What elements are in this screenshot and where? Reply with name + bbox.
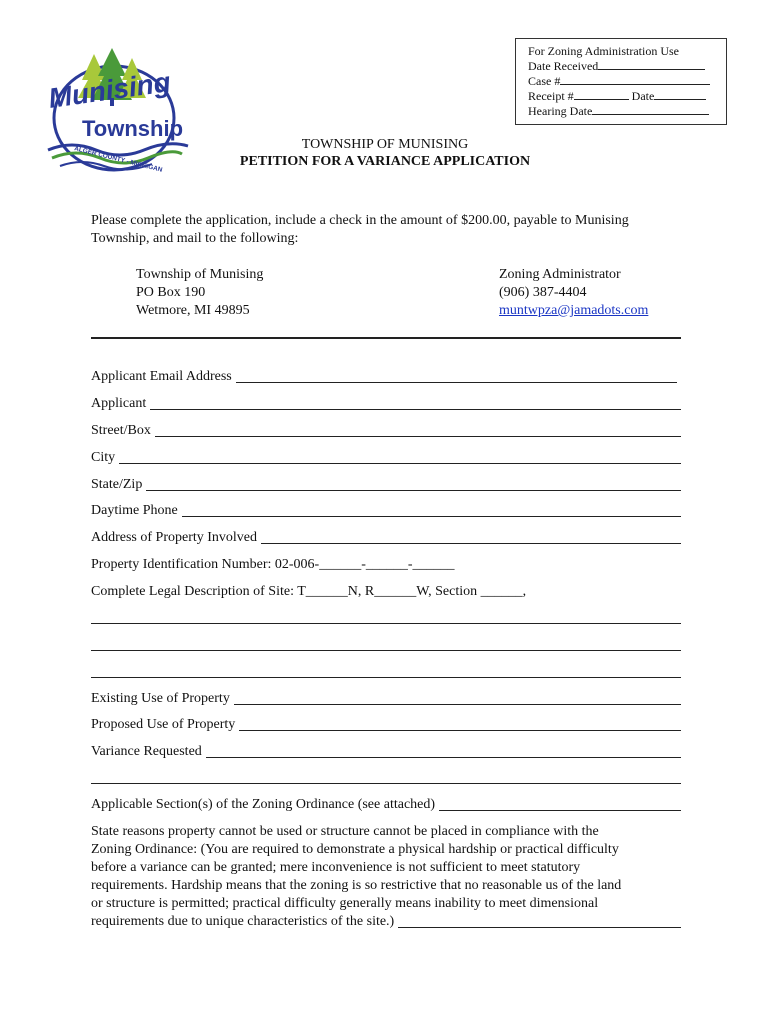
receipt-date-line[interactable] [654,89,706,100]
contact-title: Zoning Administrator [499,267,621,282]
mail-city: Wetmore, MI 49895 [136,303,250,318]
case-row [528,74,710,88]
case-line[interactable] [560,74,710,85]
date-received-row [528,59,705,73]
city-field[interactable] [91,463,681,464]
reasons-line-2: Zoning Ordinance: (You are required to demonstrate a physical hardship or practical difficulty [91,842,619,857]
reasons-line-4: requirements. Hardship means that the zoning is so restrictive that no reasonable us of the land [91,878,622,893]
sections-label: Applicable Section(s) of the Zoning Ordinance (see attached) [91,796,439,813]
phone-label: Daytime Phone [91,502,182,519]
reasons-line-5: or structure is permitted; practical difficulty generally means inability to meet dimensional [91,896,599,911]
logo-township-text: Township [82,116,184,141]
logo-munising-text: Munising [46,66,173,114]
variance-label: Variance Requested [91,743,206,760]
applicant-field[interactable] [91,409,681,410]
hearing-date-line[interactable] [592,104,709,115]
legal-description-line-3[interactable] [91,677,681,678]
contact-phone: (906) 387-4404 [499,285,587,300]
email-label: Applicant Email Address [91,368,236,385]
receipt-date-label: Date [631,89,655,103]
reasons-line-3: before a variance can be granted; mere inconvenience is not sufficient to meet statutory [91,860,581,875]
receipt-line[interactable] [574,89,629,100]
state-zip-field[interactable] [91,490,681,491]
office-use-title: For Zoning Administration Use [528,44,679,58]
street-label: Street/Box [91,422,155,439]
page-title: PETITION FOR A VARIANCE APPLICATION [239,154,531,169]
intro-line-2: Township, and mail to the following: [91,231,299,246]
legal-description-line-1[interactable] [91,623,681,624]
reasons-line-6: requirements due to unique characteristics of the site.) [91,913,398,930]
section-divider [91,337,681,339]
existing-use-label: Existing Use of Property [91,690,234,707]
property-address-label: Address of Property Involved [91,529,261,546]
mail-name: Township of Munising [136,267,264,282]
receipt-label: Receipt # [528,89,574,103]
pin-field[interactable]: Property Identification Number: 02-006-______-______-______ [91,557,455,572]
org-name: TOWNSHIP OF MUNISING [301,137,469,152]
variance-line-2[interactable] [91,783,681,784]
city-label: City [91,449,119,466]
hearing-date-label: Hearing Date [528,104,593,118]
mail-box: PO Box 190 [136,285,206,300]
hearing-row [528,104,709,118]
reasons-line-1: State reasons property cannot be used or structure cannot be placed in compliance with the [91,824,599,839]
date-received-label: Date Received [528,59,599,73]
legal-description-line-2[interactable] [91,650,681,651]
contact-email-link[interactable]: muntwpza@jamadots.com [499,303,649,318]
street-field[interactable] [91,436,681,437]
logo-ring-text: ALGER COUNTY - MICHIGAN [73,145,164,174]
case-label: Case # [528,74,561,88]
receipt-row [528,89,706,103]
date-received-line[interactable] [598,59,705,70]
proposed-use-label: Proposed Use of Property [91,716,239,733]
legal-description-field[interactable]: Complete Legal Description of Site: T______N, R______W, Section ______, [91,584,527,599]
office-use-box [515,38,727,125]
intro-line-1: Please complete the application, include a check in the amount of $200.00, payable to Munising [91,213,629,228]
state-zip-label: State/Zip [91,476,146,493]
applicant-label: Applicant [91,395,150,412]
